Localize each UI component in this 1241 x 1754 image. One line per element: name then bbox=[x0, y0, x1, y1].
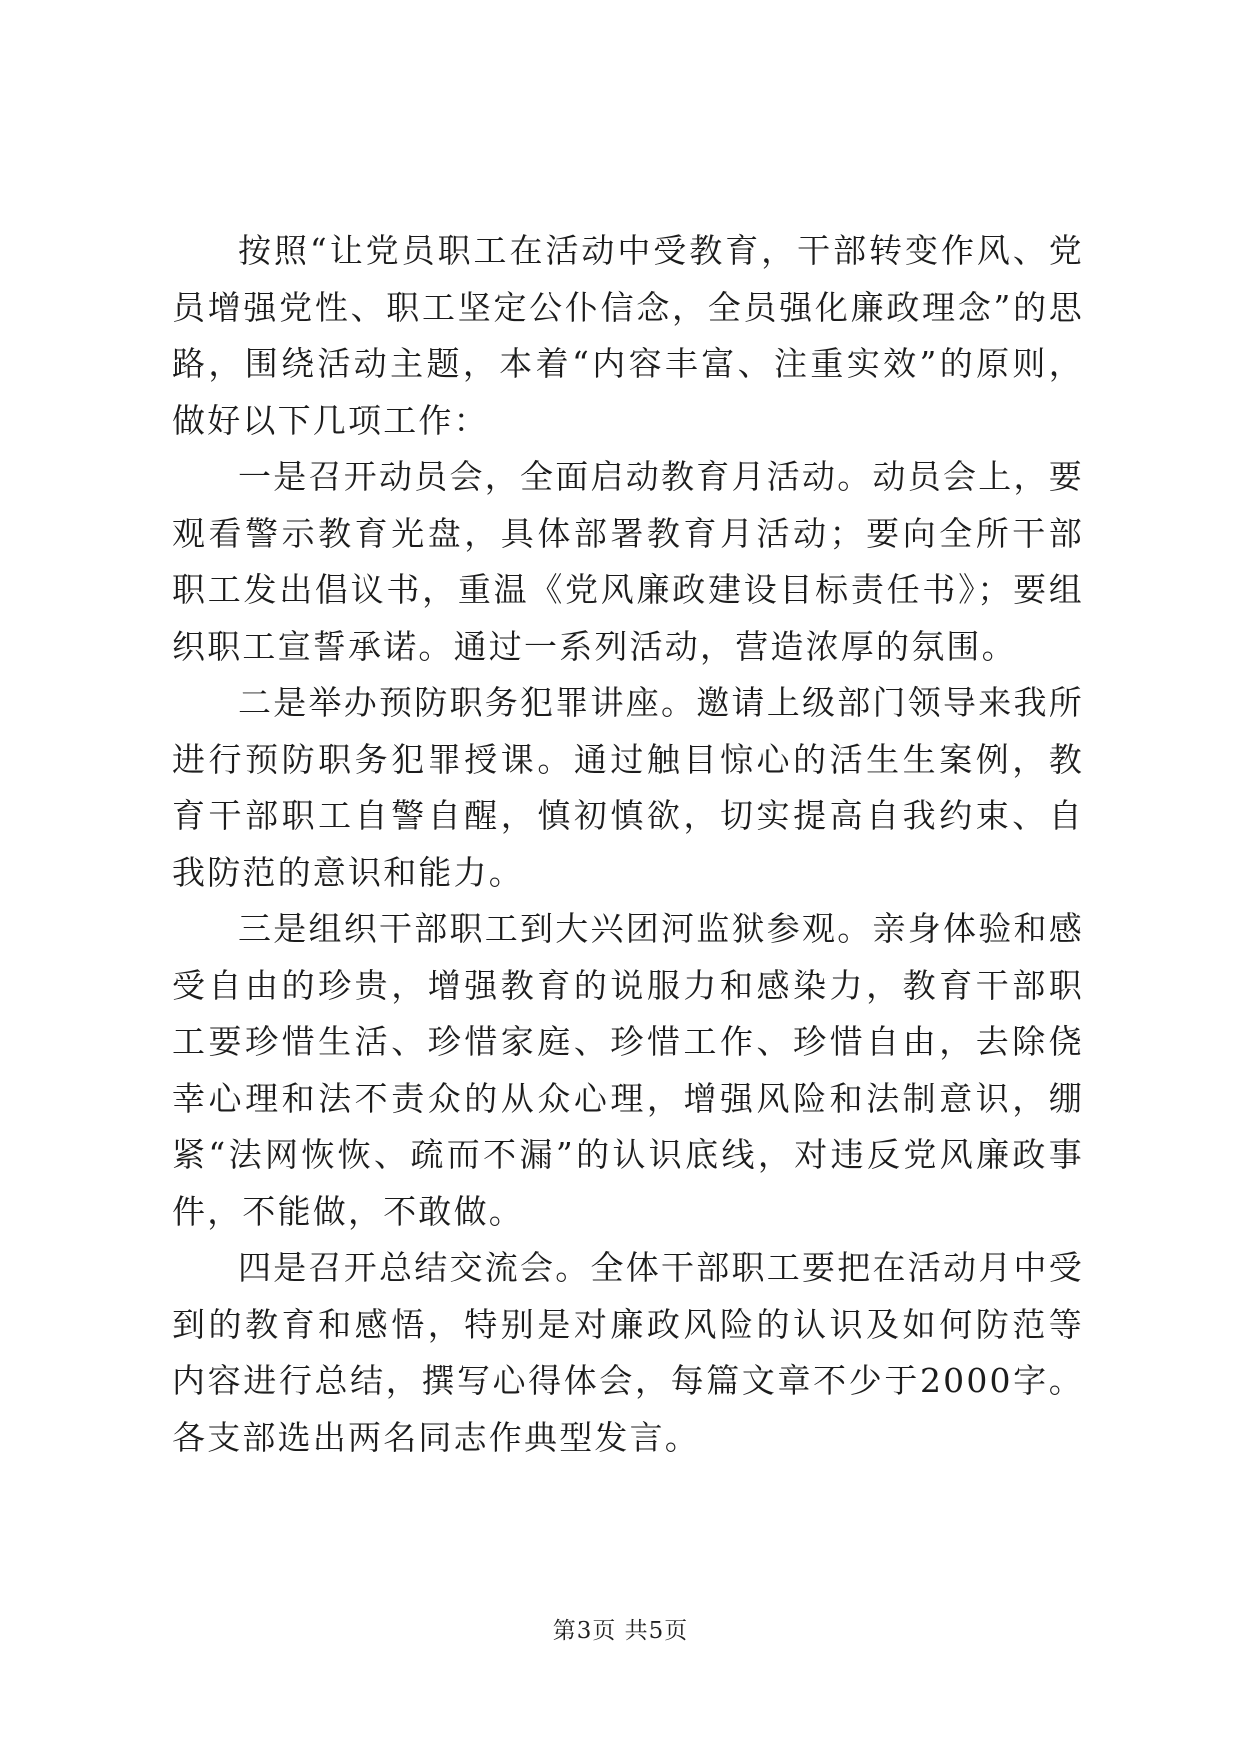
page-number-footer: 第3页 共5页 bbox=[552, 1618, 689, 1644]
paragraph-item-2: 二是举办预防职务犯罪讲座。邀请上级部门领导来我所进行预防职务犯罪授课。通过触目惊心的活生生案例，教育干部职工自警自醒，慎初慎欲，切实提高自我约束、自我防范的意识和能力。 bbox=[172, 683, 1084, 892]
document-body bbox=[172, 223, 1084, 1466]
paragraph-intro: 按照“让党员职工在活动中受教育，干部转变作风、党员增强党性、职工坚定公仆信念，全员强化廉政理念”的思路，围绕活动主题，本着“内容丰富、注重实效”的原则，做好以下几项工作： bbox=[172, 231, 1084, 440]
paragraph-item-4: 四是召开总结交流会。全体干部职工要把在活动月中受到的教育和感悟，特别是对廉政风险的认识及如何防范等内容进行总结，撰写心得体会，每篇文章不少于2000字。各支部选出两名同志作典型发言。 bbox=[172, 1248, 1084, 1457]
paragraph-item-3: 三是组织干部职工到大兴团河监狱参观。亲身体验和感受自由的珍贵，增强教育的说服力和感染力，教育干部职工要珍惜生活、珍惜家庭、珍惜工作、珍惜自由，去除侥幸心理和法不责众的从众心理，增强风险和法制意识，绷紧“法网恢恢、疏而不漏”的认识底线，对违反党风廉政事件，不能做，不敢做。 bbox=[172, 909, 1084, 1231]
paragraph-item-1: 一是召开动员会，全面启动教育月活动。动员会上，要观看警示教育光盘，具体部署教育月活动；要向全所干部职工发出倡议书，重温《党风廉政建设目标责任书》；要组织职工宣誓承诺。通过一系列活动，营造浓厚的氛围。 bbox=[172, 457, 1084, 666]
